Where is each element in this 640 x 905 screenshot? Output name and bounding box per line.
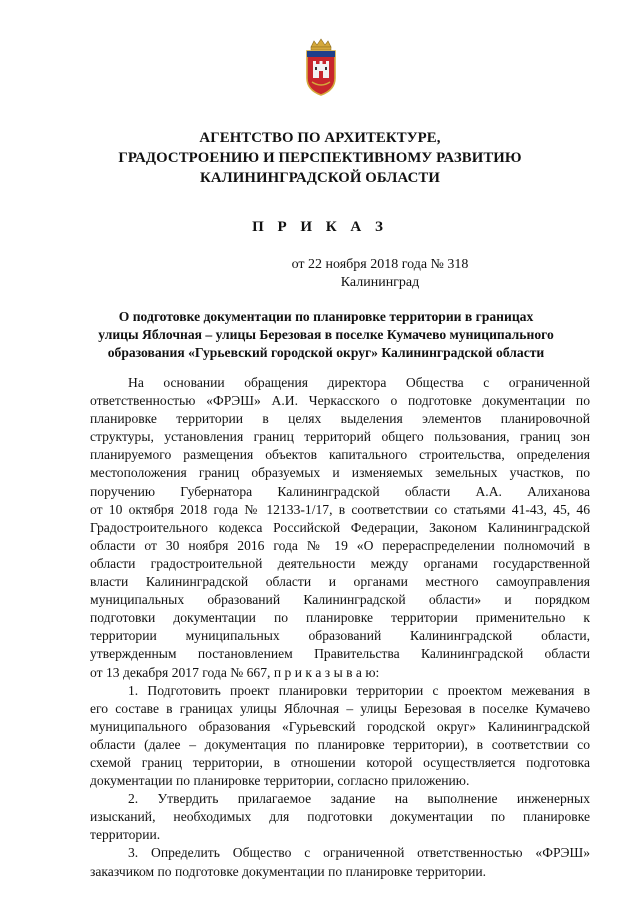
order-subject (60, 308, 592, 362)
document-type: П Р И К А З (252, 219, 388, 235)
body-line: изысканий, необходимых для подготовки документации по планировке (90, 809, 590, 825)
body-line: схемой границ территории, в отношении которой осуществляется подготовка (90, 754, 590, 770)
body-line: подготовки документации по планировке территории применительно к (90, 610, 590, 626)
organization-name (0, 128, 640, 188)
subject-line: улицы Яблочная – улицы Березовая в поселке Кумачево муниципального (98, 327, 554, 342)
body-line: ответственностью «ФРЭШ» А.И. Черкасского о подготовке документации по (90, 393, 590, 409)
body-line: муниципального образования «Гурьевский городской округ» Калининградской (90, 718, 590, 734)
body-line: территории. (90, 827, 161, 843)
order-date-block (0, 256, 640, 292)
body-line: поручению Губернатора Калининградской области А.А. Алиханова (90, 483, 590, 499)
body-line: местоположения границ образуемых и изменяемых земельных участков, по (90, 465, 590, 481)
body-line: муниципальных образований Калининградской области» и порядком (90, 592, 590, 608)
body-line: территории муниципальных образований Калининградской области, (90, 628, 590, 644)
body-line: 3. Определить Общество с ограниченной ответственностью «ФРЭШ» (128, 845, 590, 861)
order-body (90, 374, 590, 881)
body-line: его составе в границах улицы Яблочная – улицы Березовая в поселке Кумачево (90, 700, 590, 716)
body-line: области от 30 ноября 2016 года № 19 «О перераспределении полномочий в (90, 537, 590, 553)
body-line: планируемого размещения объектов капитального строительства, определения (90, 447, 590, 463)
subject-line: образования «Гурьевский городской округ» Калининградской области (107, 345, 545, 360)
subject-line: О подготовке документации по планировке территории в границах (118, 309, 534, 324)
body-line: планировке территории в целях выделения элементов планировочной (90, 411, 590, 427)
org-line: КАЛИНИНГРАДСКОЙ ОБЛАСТИ (200, 170, 440, 186)
body-line: 2. Утвердить прилагаемое задание на выполнение инженерных (128, 791, 590, 807)
body-line: утвержденным постановлением Правительства Калининградской области (90, 646, 590, 662)
body-line: документации по планировке территории, согласно приложению. (90, 773, 470, 789)
body-line: структуры, установления границ территорий общего пользования, границ зон (90, 429, 590, 445)
order-city: Калининград (340, 275, 420, 290)
org-line: АГЕНТСТВО ПО АРХИТЕКТУРЕ, (199, 130, 441, 146)
org-line: ГРАДОСТРОЕНИЮ И ПЕРСПЕКТИВНОМУ РАЗВИТИЮ (118, 150, 522, 166)
order-date: от 22 ноября 2018 года № 318 (291, 257, 469, 272)
body-line: от 13 декабря 2017 года № 667, п р и к а з ы в а ю: (90, 664, 380, 680)
body-line: Градостроительного кодекса Российской Федерации, Законом Калининградской (90, 519, 590, 535)
body-line: заказчиком по подготовке документации по планировке территории. (90, 863, 487, 879)
body-line: На основании обращения директора Общества с ограниченной (128, 375, 590, 390)
body-line: области (далее – документация по планировке территории), в соответствии со (90, 736, 590, 752)
body-line: 1. Подготовить проект планировки территории с проектом межевания в (128, 682, 590, 698)
coat-of-arms-icon (304, 38, 338, 96)
body-line: от 10 октября 2018 года № 12133-1/17, в соответствии со статьями 41-43, 45, 46 (90, 501, 590, 517)
body-line: власти Калининградской области и органами местного самоуправления (90, 574, 590, 590)
body-line: области градостроительной деятельности между органами государственной (90, 555, 590, 571)
